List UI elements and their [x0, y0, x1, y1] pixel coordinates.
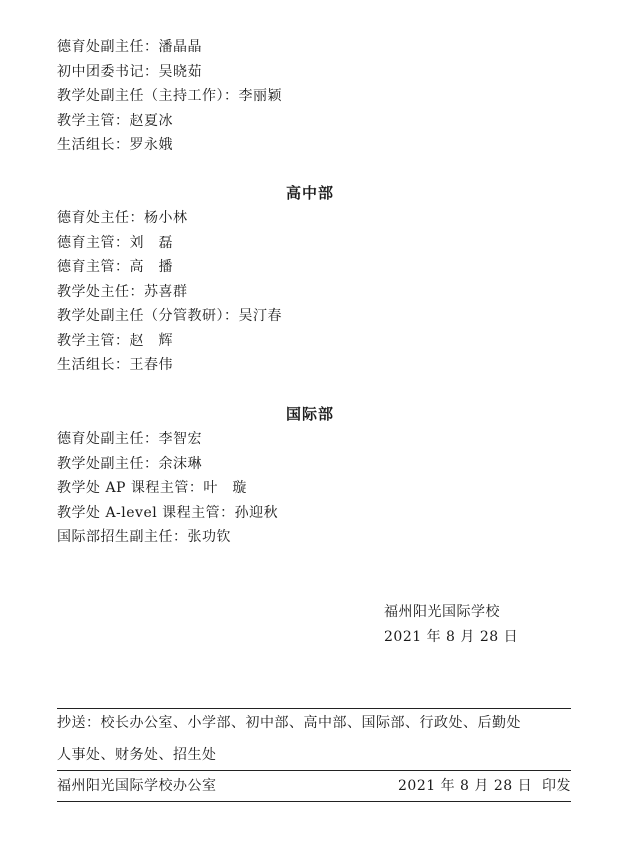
- staff-line: 生活组长：王春伟: [57, 357, 173, 373]
- cc-line-2: 人事处、财务处、招生处: [57, 747, 217, 763]
- footer-top-rule: [57, 708, 571, 709]
- staff-line: 教学处副主任（分管教研）：吴汀春: [57, 308, 282, 324]
- footer-middle-rule: [57, 770, 571, 771]
- staff-line: 德育处副主任：潘晶晶: [57, 39, 202, 55]
- staff-line: 德育处主任：杨小林: [57, 210, 188, 226]
- staff-line: 教学处副主任：余沫琳: [57, 456, 202, 472]
- staff-line: 德育主管：高 播: [57, 259, 173, 275]
- senior-section-title: 高中部: [285, 184, 334, 202]
- issuer-office: 福州阳光国际学校办公室: [57, 778, 217, 794]
- signature-date: 2021 年 8 月 28 日: [384, 629, 519, 645]
- staff-line: 教学处主任：苏喜群: [57, 284, 188, 300]
- staff-line: 教学处副主任（主持工作）：李丽颖: [57, 88, 282, 104]
- staff-line: 初中团委书记：吴晓茹: [57, 64, 202, 80]
- staff-line: 德育主管：刘 磊: [57, 235, 173, 251]
- staff-line: 教学主管：赵 辉: [57, 333, 173, 349]
- staff-line: 德育处副主任：李智宏: [57, 431, 202, 447]
- staff-line: 教学处 AP 课程主管：叶 璇: [57, 480, 247, 496]
- issue-date: 2021 年 8 月 28 日 印发: [398, 778, 572, 794]
- cc-line-1: 抄送：校长办公室、小学部、初中部、高中部、国际部、行政处、后勤处: [57, 715, 521, 731]
- staff-line: 教学主管：赵夏冰: [57, 113, 173, 129]
- staff-line: 国际部招生副主任：张功钦: [57, 529, 231, 545]
- staff-line: 教学处 A-level 课程主管：孙迎秋: [57, 505, 279, 521]
- signature-org: 福州阳光国际学校: [384, 604, 500, 620]
- international-section-title: 国际部: [285, 405, 334, 423]
- staff-line: 生活组长：罗永娥: [57, 137, 173, 153]
- footer-bottom-rule: [57, 801, 571, 802]
